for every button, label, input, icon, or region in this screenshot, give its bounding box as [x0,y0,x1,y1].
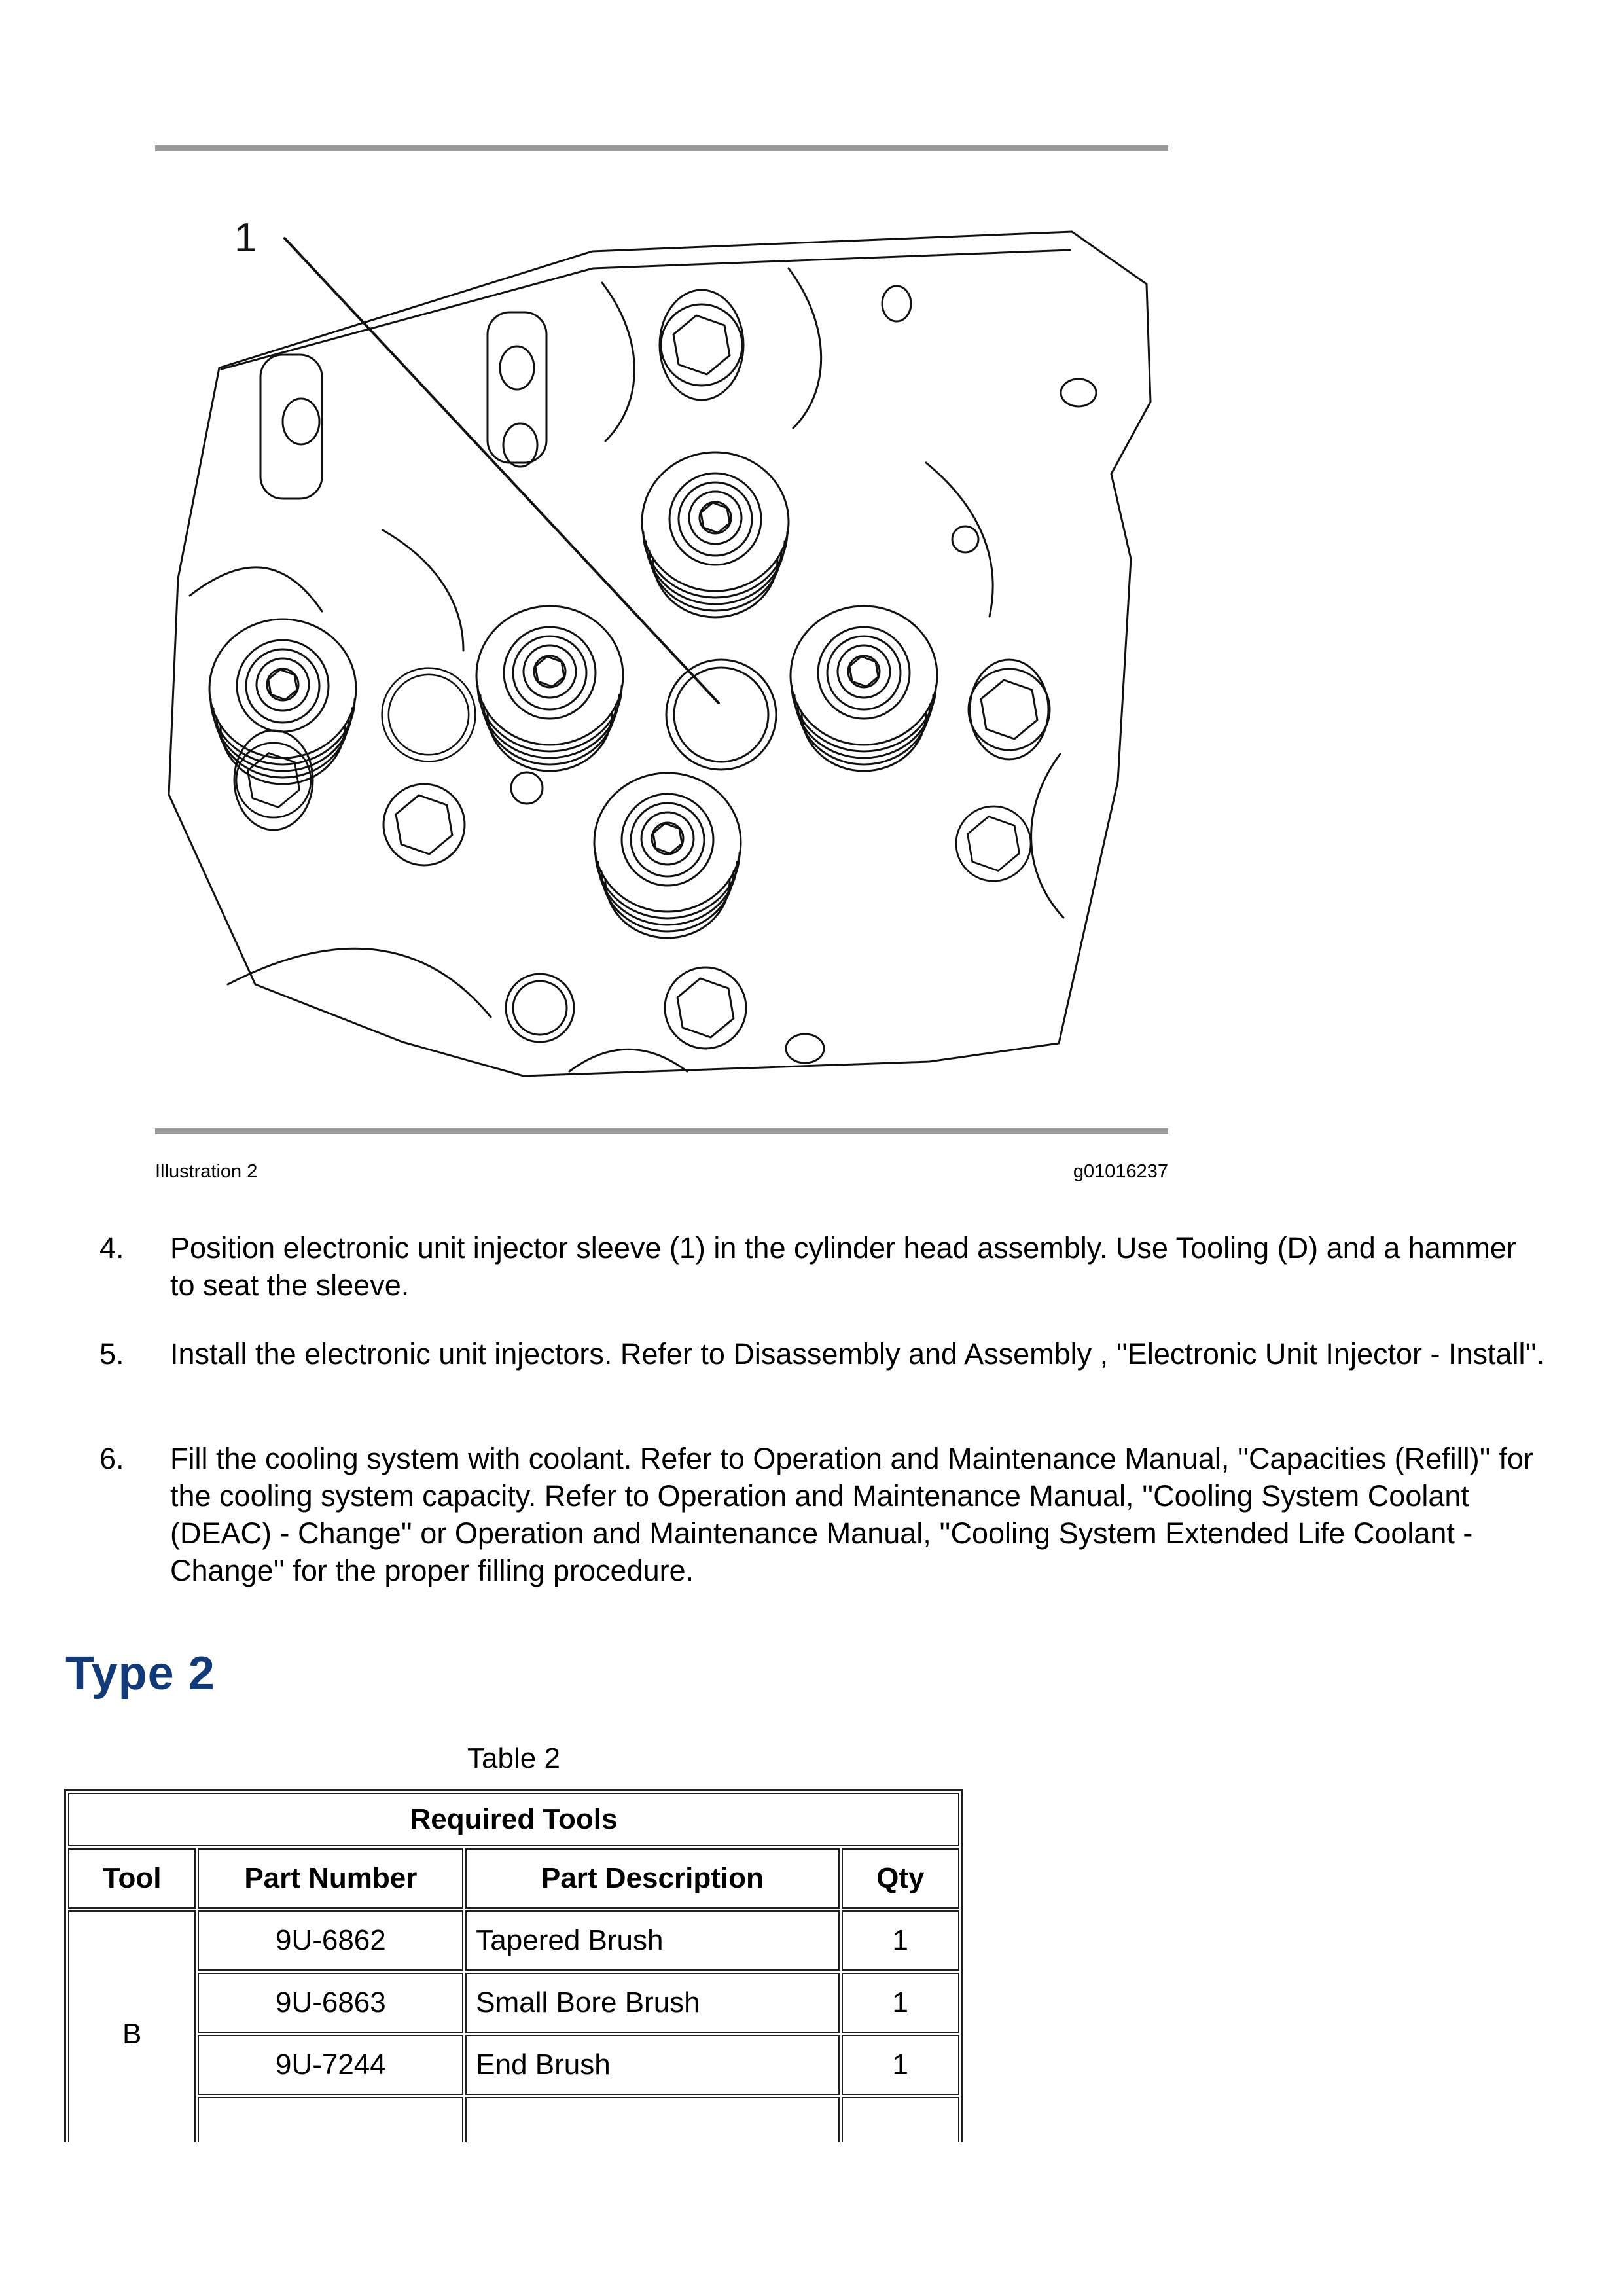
part-description-cell [465,2097,839,2142]
step-number: 4. [99,1231,124,1265]
col-header-tool: Tool [68,1848,196,1909]
required-tools-table-container [64,1789,993,2142]
table-row [68,1973,959,2033]
qty-cell: 1 [842,2035,959,2095]
table-title-cell: Required Tools [68,1793,959,1846]
part-description-cell: Tapered Brush [465,1910,839,1971]
injector-boss-group [209,452,937,938]
qty-cell: 1 [842,1973,959,2033]
part-description-cell: Small Bore Brush [465,1973,839,2033]
tool-cell: B [68,1910,196,2142]
casting-contours [190,268,1063,1071]
section-title: Type 2 [65,1647,215,1700]
col-header-part-number: Part Number [198,1848,463,1909]
step-text: Fill the cooling system with coolant. Refer to Operation and Maintenance Manual, ''Capacities (Refill)'' for the cooling system capacity. Refer to Operation and Maintenance Manual, ''Cooling System Coolant (DEAC) - Change'' or Operation and Maintenance Manual, ''Cooling System Extended Life Coolant - Change'' for the proper filling procedure. [170,1442,1533,1587]
figure-caption-label: Illustration 2 [155,1161,258,1182]
part-description-cell: End Brush [465,2035,839,2095]
qty-cell [842,2097,959,2142]
part-number-cell: 9U-7244 [198,2035,463,2095]
cylinder-head-illustration [151,191,1152,1081]
step-5 [99,1335,1547,1372]
step-6 [99,1440,1547,1589]
figure-reference-code: g01016237 [1073,1161,1168,1182]
part-number-cell: 9U-6863 [198,1973,463,2033]
callout-leader-line [285,238,719,703]
part-number-cell: 9U-6862 [198,1910,463,1971]
col-header-part-description: Part Description [465,1848,839,1909]
step-4 [99,1229,1547,1304]
step-text: Position electronic unit injector sleeve (1) in the cylinder head assembly. Use Tooling (D) and a hammer to seat the sleeve. [170,1231,1516,1302]
figure-caption [155,1160,1168,1183]
figure-bottom-rule [155,1128,1168,1134]
required-tools-table [64,1789,963,2142]
step-text: Install the electronic unit injectors. Refer to Disassembly and Assembly , ''Electronic Unit Injector - Install''. [170,1337,1545,1371]
table-row-partial [68,2097,959,2142]
qty-cell: 1 [842,1910,959,1971]
callout-1-label: 1 [234,215,257,260]
col-header-qty: Qty [842,1848,959,1909]
table-row [68,2035,959,2095]
step-number: 6. [99,1442,124,1475]
step-number: 5. [99,1337,124,1371]
figure-top-rule [155,145,1168,151]
part-number-cell [198,2097,463,2142]
hex-bolt-group [234,290,1050,1049]
table-caption: Table 2 [467,1742,560,1774]
table-row [68,1910,959,1971]
